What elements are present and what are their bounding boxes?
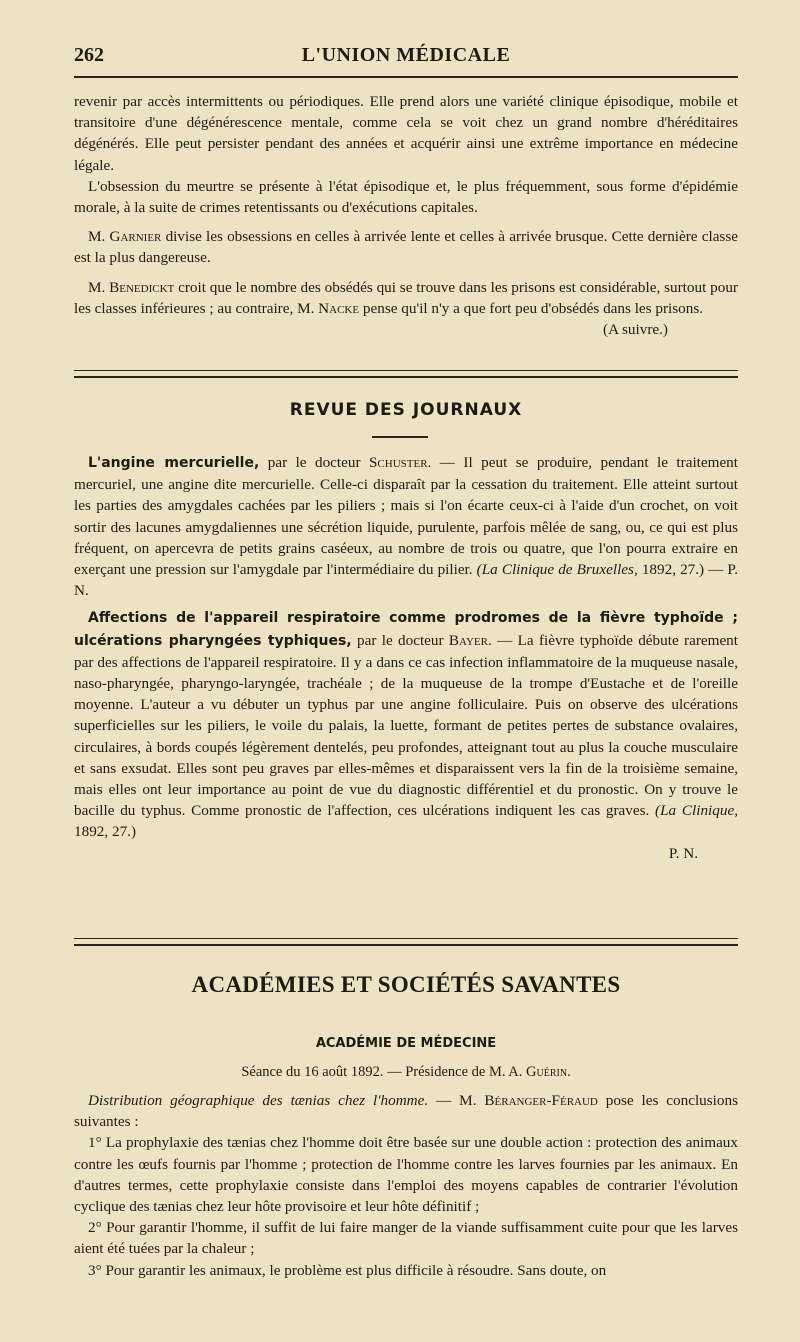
signature: P. N.	[668, 844, 698, 862]
section-divider	[74, 370, 738, 378]
president-name: Guérin	[526, 1064, 568, 1080]
article-mercurial-angina	[74, 452, 738, 601]
source: (La Clinique,	[655, 802, 738, 820]
text: — M.	[428, 1092, 485, 1109]
text: par le docteur	[351, 631, 449, 649]
text: Séance du 16 août 1892. — Présidence de M. A.	[241, 1064, 527, 1080]
text: . — Il peut se produire, pendant le traitement mercuriel, une angine dite mercurielle. Celle-ci disparaît par la cessation du traitement. Elle atteint surtout les parties des amygdales cachées par les piliers ; mais si l'on écarte ceux-ci à l'aide d'un crochet, on voit sortir des lacunes amygdaliennes une sécrétion liquide, purulente, parfois mêlée de sang, ou, ce qui est plus fréquent, on apercevra de petits grains caséeux, au nombre de trois ou quatre, que l'on pourra extraire en exerçant une pression sur l'amygdale par l'intermédiaire du pilier.	[74, 454, 738, 579]
text: 1892, 27.) — P. N.	[74, 561, 738, 600]
section-divider	[74, 938, 738, 946]
author-name: Bayer	[448, 631, 488, 649]
session-line	[74, 1064, 738, 1081]
author-name: Béranger-Féraud	[484, 1092, 598, 1109]
running-title: L'UNION MÉDICALE	[301, 44, 511, 66]
text: par le docteur	[259, 454, 369, 471]
section-title-revue: REVUE DES JOURNAUX	[289, 400, 523, 420]
to-be-continued: (A suivre.)	[603, 321, 668, 339]
text: M.	[88, 228, 110, 246]
academy-subtitle: ACADÉMIE DE MÉDECINE	[315, 1036, 497, 1051]
author-name: Garnier	[109, 228, 162, 246]
short-rule	[372, 436, 428, 438]
intro-text	[74, 91, 738, 340]
text: . — La fièvre typhoïde débute rarement par des affections de l'appareil respiratoire. Il y a dans ce cas infection inflammatoire de la muqueuse nasale, naso-pharyngée, pharyngo-laryngée, trachéale ; de la muqueuse de la trompe d'Eustache et de l'oreille moyenne. L'auteur a vu débuter un typhus par une angine folliculaire. Puis on observe des ulcérations superficielles sur les piliers, le voile du palais, la luette, formant de petites pertes de substance ovalaires, circulaires, à bords coupés légèrement dentelés, peu profondes, atteignant tout au plus la couche musculaire et sans exsudat. Elles sont peu graves par elles-mêmes et disparaissent vers la fin de la troisième semaine, mais elles ont leur importance au point de vue du diagnostic différentiel et du pronostic. On y trouve le bacille du typhus. Comme pronostic de l'affection, ces ulcérations indiquent les cas graves.	[74, 631, 738, 820]
conclusion-3: 3° Pour garantir les animaux, le problème est plus difficile à résoudre. Sans doute, on	[88, 1261, 607, 1279]
text: .	[567, 1064, 571, 1080]
text: M.	[88, 278, 110, 296]
paragraph: revenir par accès intermittents ou périodiques. Elle prend alors une variété clinique épisodique, mobile et transitoire d'une dégénérescence mentale, comme cela se voit chez un grand nombre d'héréditaires dégénérés. Elle peut persister pendant des années et acquérir ainsi une extrême importance en médecine légale.	[74, 93, 738, 174]
author-name: Schuster	[368, 454, 428, 471]
paragraph	[74, 226, 738, 268]
text: croit que le nombre des obsédés qui se trouve dans les prisons est considérable, surtout pour les classes inférieures ; au contraire, M.	[74, 278, 738, 317]
conclusion-1: 1° La prophylaxie des tænias chez l'homme doit être basée sur une double action : protection des animaux contre les œufs fournis par l'homme ; protection de l'homme contre les larves fournies par les animaux. En d'autres termes, cette prophylaxie consiste dans l'emploi des moyens capables de contrarier l'évolution cyclique des tænias chez leur hôte provisoire et leur hôte définitif ;	[74, 1134, 738, 1216]
text: divise les obsessions en celles à arrivée lente et celles à arrivée brusque. Cette dernière classe est la plus dangereuse.	[74, 228, 738, 267]
paragraph	[74, 1090, 738, 1132]
revue-articles	[74, 452, 738, 864]
author-name: Nacke	[318, 299, 360, 317]
text: pense qu'il n'y a que fort peu d'obsédés dans les prisons.	[359, 299, 704, 317]
text: pose les conclusions suivantes :	[74, 1092, 738, 1131]
page-header	[74, 44, 738, 74]
academy-text	[74, 1090, 738, 1281]
article-lead: Affections de l'appareil respiratoire comme prodromes de la fièvre typhoïde ; ulcérations pharyngées typhiques,	[74, 610, 738, 649]
conclusion-2: 2° Pour garantir l'homme, il suffit de lui faire manger de la viande suffisamment cuite pour que les larves aient été tuées par la chaleur ;	[74, 1219, 738, 1258]
page-number: 262	[74, 44, 104, 66]
paragraph: L'obsession du meurtre se présente à l'état épisodique et, le plus fréquemment, sous forme d'épidémie morale, à la suite de crimes retentissants ou d'exécutions capitales.	[74, 177, 738, 217]
article-lead: L'angine mercurielle,	[88, 455, 260, 471]
paragraph	[74, 277, 738, 339]
text: 1892, 27.)	[74, 823, 137, 841]
article-typhoid	[74, 607, 738, 842]
source: (La Clinique de Bruxelles,	[476, 561, 638, 579]
section-title-academies: ACADÉMIES ET SOCIÉTÉS SAVANTES	[191, 972, 621, 997]
header-rule	[74, 76, 738, 78]
communication-title: Distribution géographique des tænias chez l'homme.	[88, 1092, 429, 1109]
author-name: Benedickt	[109, 278, 175, 296]
